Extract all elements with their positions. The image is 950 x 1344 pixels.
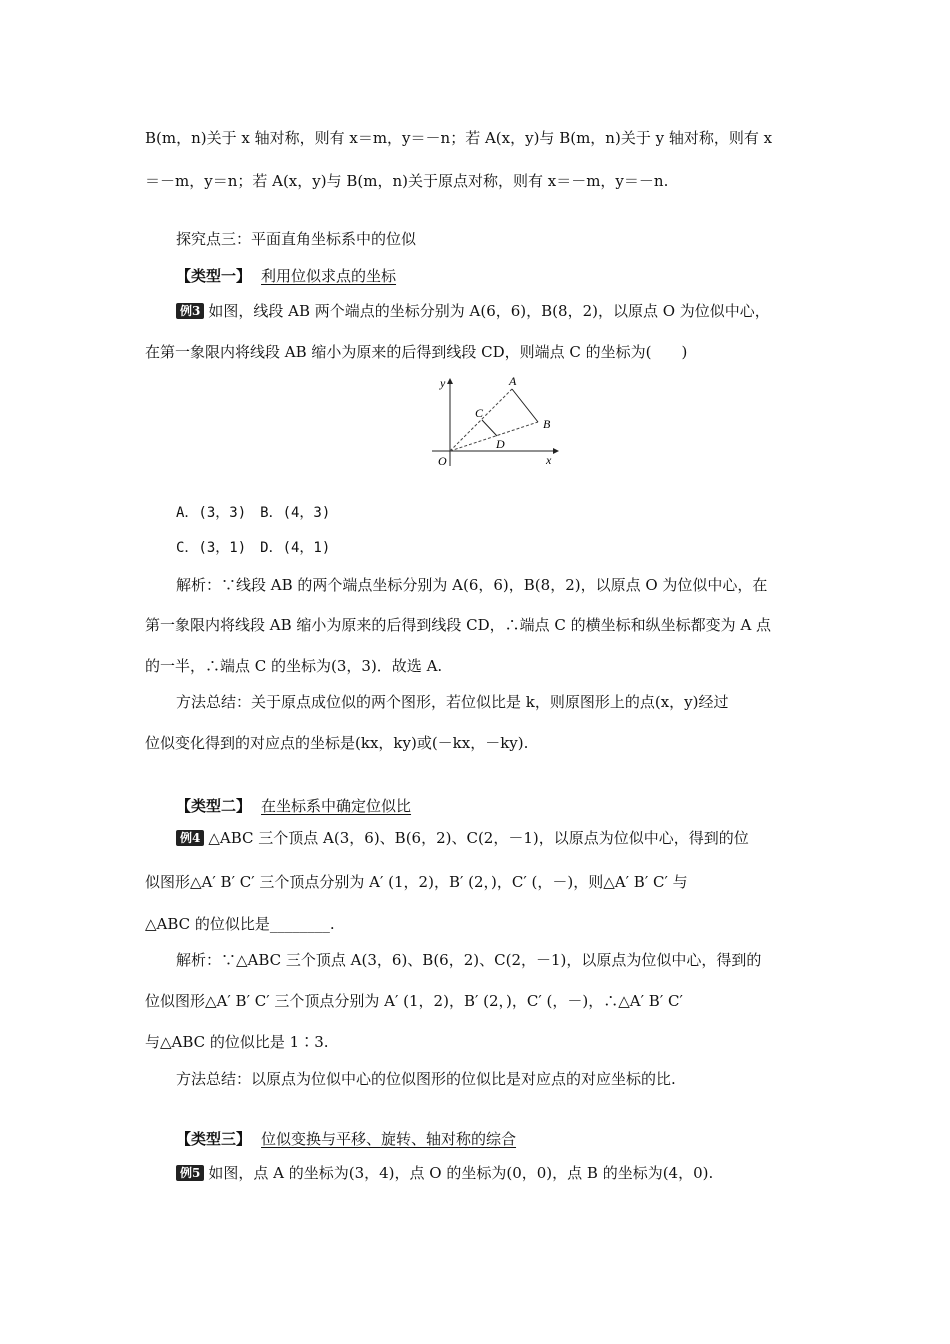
- label-d: D: [496, 437, 505, 451]
- ex4-line-2: 似图形△A′ B′ C′ 三个顶点分别为 A′ (1，2)，B′ (2，)，C′ (，－)，则△A′ B′ C′ 与: [145, 873, 688, 891]
- ex4-badge: 例4: [176, 830, 204, 846]
- ex5-badge: 例5: [176, 1165, 204, 1181]
- section-heading: 探究点三：平面直角坐标系中的位似: [176, 230, 417, 248]
- ex3-method-2: 位似变化得到的对应点的坐标是(kx，ky)或(－kx，－ky).: [145, 734, 529, 752]
- type1-title: 利用位似求点的坐标: [261, 267, 397, 285]
- ex3-line-2: 在第一象限内将线段 AB 缩小为原来的后得到线段 CD，则端点 C 的坐标为( ): [145, 343, 688, 361]
- ex3-options-row-2: C．(3，1) D．(4，1): [176, 540, 331, 556]
- y-axis-arrow: [447, 378, 453, 384]
- type2-bracket: 【类型二】: [176, 797, 252, 815]
- label-c: C: [475, 406, 484, 420]
- ex4-analysis-1: 解析：∵△ABC 三个顶点 A(3，6)、B(6，2)、C(2，－1)，以原点为位似中心，得到的: [176, 951, 762, 969]
- type2-heading: [176, 796, 411, 816]
- ex3-analysis-1: 解析：∵线段 AB 的两个端点坐标分别为 A(6，6)，B(8，2)，以原点 O 为位似中心，在: [176, 576, 768, 594]
- ex5-text-1: 如图，点 A 的坐标为(3，4)，点 O 的坐标为(0，0)，点 B 的坐标为(4，0).: [208, 1164, 714, 1182]
- type3-bracket: 【类型三】: [176, 1130, 252, 1148]
- ex3-text-1: 如图，线段 AB 两个端点的坐标分别为 A(6，6)，B(8，2)，以原点 O 为位似中心，: [208, 302, 770, 320]
- ex4-method: 方法总结：以原点为位似中心的位似图形的位似比是对应点的对应坐标的比.: [176, 1070, 676, 1088]
- intro-line-2: ＝－m，y＝n；若 A(x，y)与 B(m，n)关于原点对称，则有 x＝－m，y＝－n.: [145, 172, 669, 190]
- type3-heading: [176, 1129, 516, 1149]
- ex3-options-row-1: A．(3，3) B．(4，3): [176, 505, 331, 521]
- type3-title: 位似变换与平移、旋转、轴对称的综合: [261, 1130, 517, 1148]
- ex4-analysis-3: 与△ABC 的位似比是 1∶3.: [145, 1033, 329, 1051]
- ex3-badge: 例3: [176, 303, 204, 319]
- label-y: y: [440, 376, 446, 390]
- ex3-figure: [420, 370, 570, 470]
- label-x: x: [546, 453, 552, 467]
- ex3-line-1: [176, 301, 770, 321]
- ex4-line-1: [176, 828, 749, 848]
- dashed-ob: [450, 422, 538, 451]
- type2-title: 在坐标系中确定位似比: [261, 797, 412, 815]
- label-b: B: [543, 417, 551, 431]
- ex3-analysis-3: 的一半，∴端点 C 的坐标为(3，3)．故选 A.: [145, 657, 443, 675]
- ex3-method-1: 方法总结：关于原点成位似的两个图形，若位似比是 k，则原图形上的点(x，y)经过: [176, 693, 729, 711]
- label-origin: O: [438, 454, 447, 468]
- ex3-analysis-2: 第一象限内将线段 AB 缩小为原来的后得到线段 CD，∴端点 C 的横坐标和纵坐标都变为 A 点: [145, 616, 772, 634]
- ex4-text-1: △ABC 三个顶点 A(3，6)、B(6，2)、C(2，－1)，以原点为位似中心，得到的位: [208, 829, 749, 847]
- intro-line-1: B(m，n)关于 x 轴对称，则有 x＝m，y＝－n；若 A(x，y)与 B(m，n)关于 y 轴对称，则有 x: [145, 129, 773, 147]
- segment-ab: [512, 389, 538, 422]
- ex5-line-1: [176, 1163, 713, 1183]
- type1-bracket: 【类型一】: [176, 267, 252, 285]
- type1-heading: [176, 266, 396, 286]
- ex4-line-3: △ABC 的位似比是________.: [145, 915, 335, 933]
- x-axis-arrow: [553, 448, 559, 454]
- ex4-analysis-2: 位似图形△A′ B′ C′ 三个顶点分别为 A′ (1，2)，B′ (2，)，C′ (，－)，∴△A′ B′ C′: [145, 992, 683, 1010]
- segment-cd: [482, 420, 497, 436]
- label-a: A: [509, 374, 517, 388]
